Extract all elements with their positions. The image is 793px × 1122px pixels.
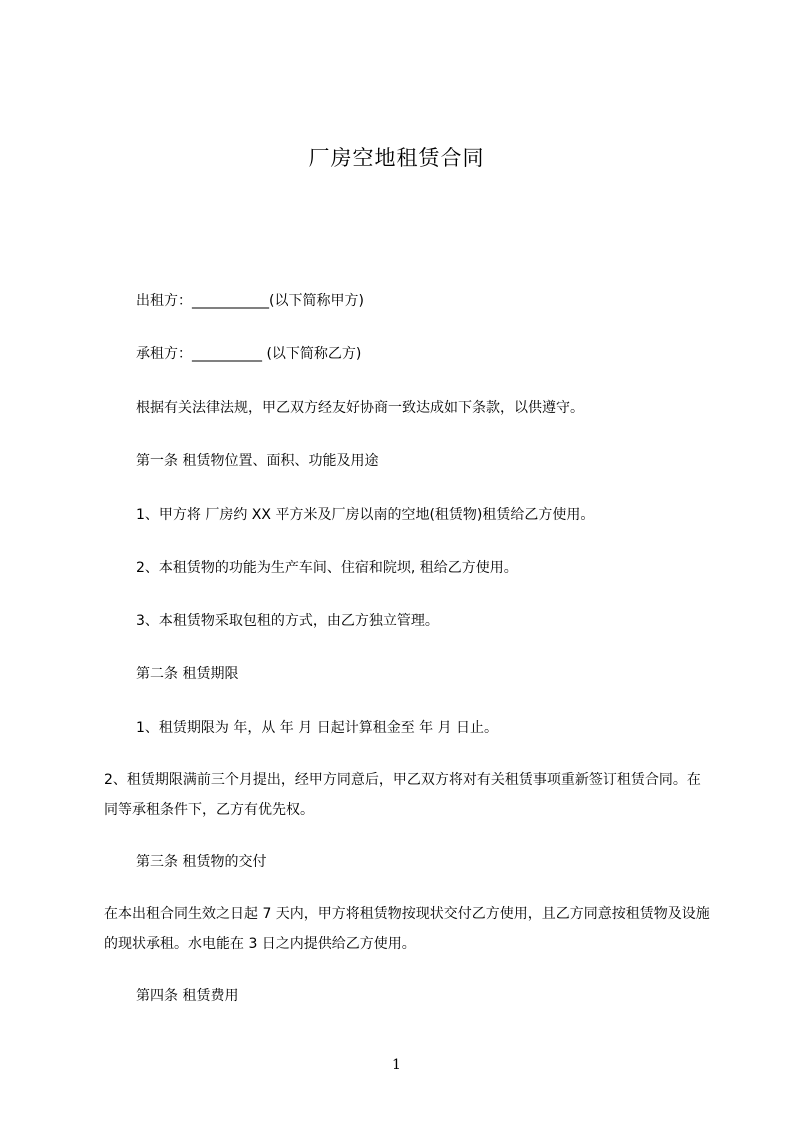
document-title: 厂房空地租赁合同 — [308, 146, 485, 170]
article-2-heading: 第二条 租赁期限 — [136, 666, 239, 682]
lessor-line: 出租方：___________(以下简称甲方) — [136, 293, 364, 309]
article-1-clause-1: 1、甲方将 厂房约 XX 平方米及厂房以南的空地(租赁物)租赁给乙方使用。 — [136, 507, 595, 523]
preamble-paragraph: 根据有关法律法规，甲乙双方经友好协商一致达成如下条款，以供遵守。 — [136, 400, 584, 416]
article-3-clause: 在本出租合同生效之日起 7 天内，甲方将租赁物按现状交付乙方使用，且乙方同意按租赁物及设施的现状承租。水电能在 3 日之内提供给乙方使用。 — [104, 906, 710, 952]
article-2-clause-1: 1、租赁期限为 年，从 年 月 日起计算租金至 年 月 日止。 — [136, 720, 499, 736]
article-1-clause-2: 2、本租赁物的功能为生产车间、住宿和院坝, 租给乙方使用。 — [136, 560, 518, 576]
article-3-heading: 第三条 租赁物的交付 — [136, 854, 267, 870]
article-4-heading: 第四条 租赁费用 — [136, 988, 239, 1004]
article-2-clause-2: 2、租赁期限满前三个月提出，经甲方同意后，甲乙双方将对有关租赁事项重新签订租赁合同。在同等承租条件下，乙方有优先权。 — [104, 772, 701, 818]
article-1-heading: 第一条 租赁物位置、面积、功能及用途 — [136, 453, 379, 469]
page-number: 1 — [392, 1057, 401, 1073]
lessee-line: 承租方：__________ (以下简称乙方) — [136, 346, 362, 362]
article-1-clause-3: 3、本租赁物采取包租的方式，由乙方独立管理。 — [136, 613, 439, 629]
